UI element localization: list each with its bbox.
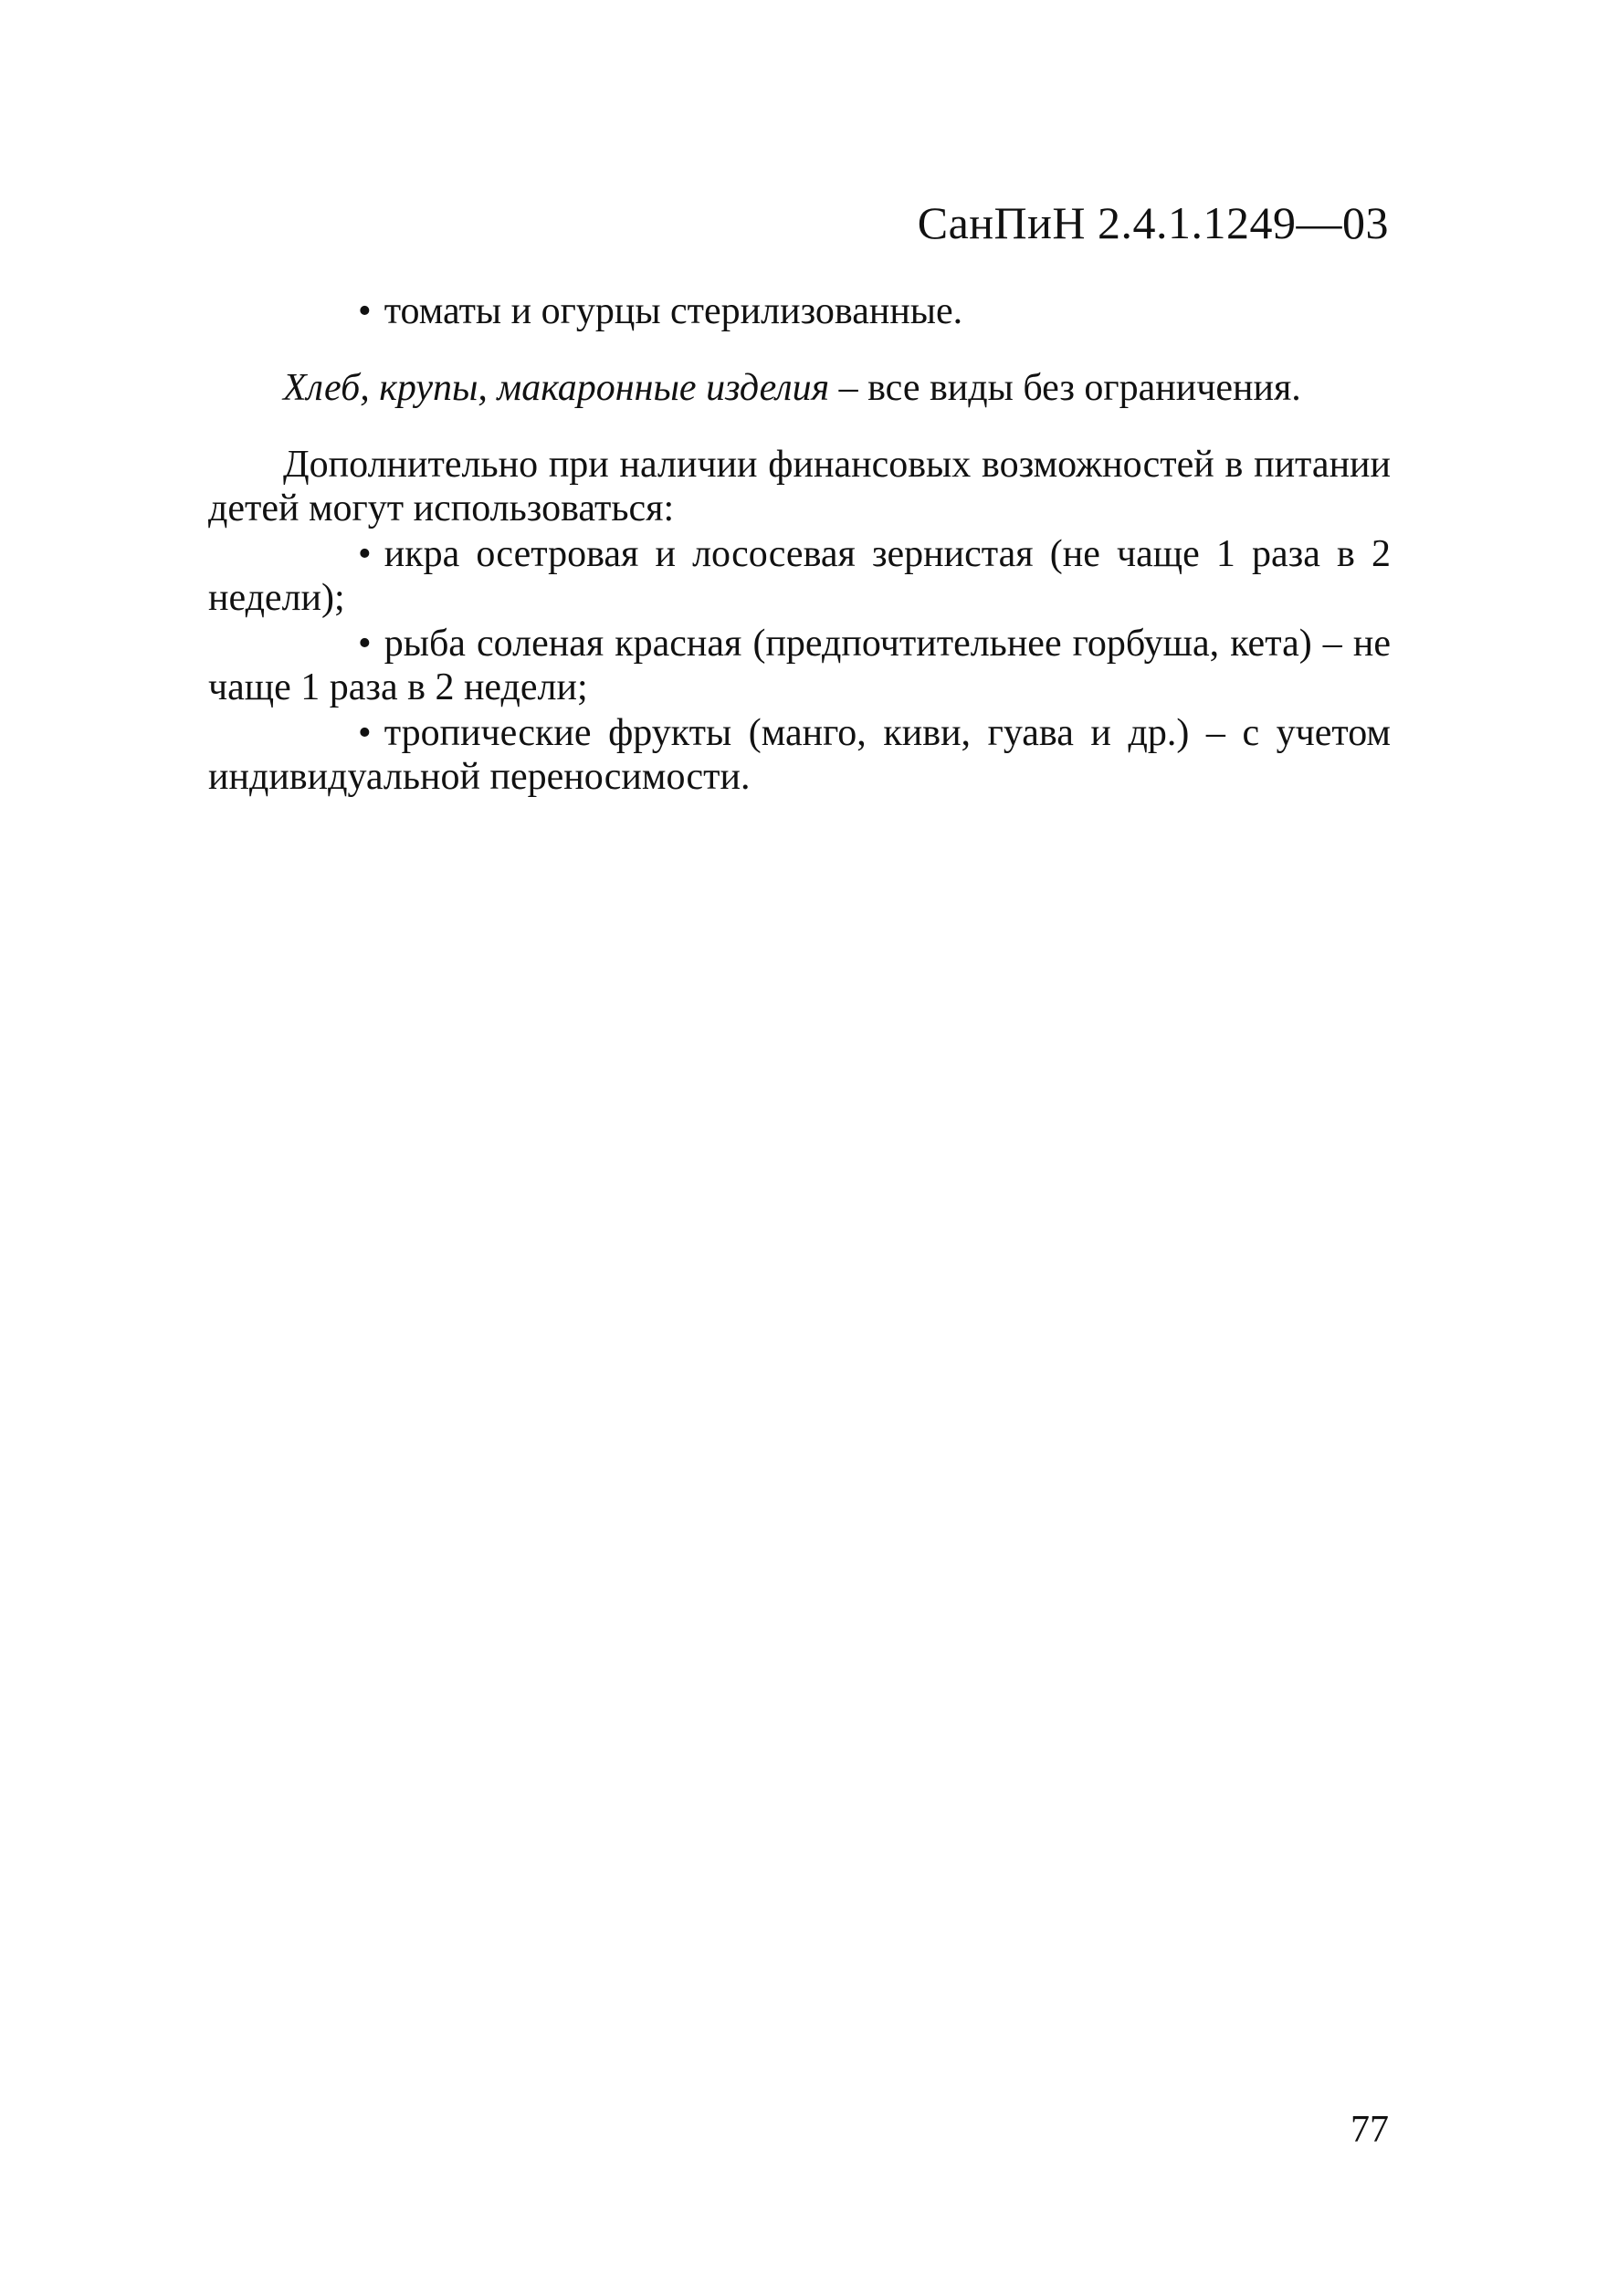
paragraph-bread-cereals (208, 366, 1391, 410)
document-code-header: СанПиН 2.4.1.1249—03 (917, 197, 1389, 248)
paragraph-bullet-caviar (208, 532, 1391, 620)
bullet-icon: • (358, 533, 372, 575)
paragraph-bullet-red-fish (208, 622, 1391, 709)
paragraph-text: томаты и огурцы стерилизованные. (384, 290, 963, 332)
paragraph-text: – все виды без ограничения. (829, 367, 1301, 409)
paragraph-text: тропические фрукты (манго, киви, гуава и др.) – с учетом индивидуальной переносимости. (208, 712, 1391, 798)
paragraph-additional-foods (208, 443, 1391, 530)
page-number: 77 (1351, 2109, 1389, 2151)
paragraph-text: икра осетровая и лососевая зернистая (не чаще 1 раза в 2 недели); (208, 533, 1391, 619)
bullet-icon: • (358, 712, 372, 754)
document-body (208, 289, 1391, 799)
bullet-icon: • (358, 290, 372, 332)
paragraph-text: Дополнительно при наличии финансовых возможностей в питании детей могут использоваться: (208, 444, 1391, 529)
paragraph-text: рыба соленая красная (предпочтительнее горбуша, кета) – не чаще 1 раза в 2 недели; (208, 623, 1391, 708)
italic-lead: Хлеб, крупы, макаронные изделия (283, 367, 830, 409)
paragraph-bullet-tropical-fruits (208, 711, 1391, 799)
bullet-icon: • (358, 623, 372, 665)
paragraph-bullet-tomatoes (208, 289, 1391, 333)
